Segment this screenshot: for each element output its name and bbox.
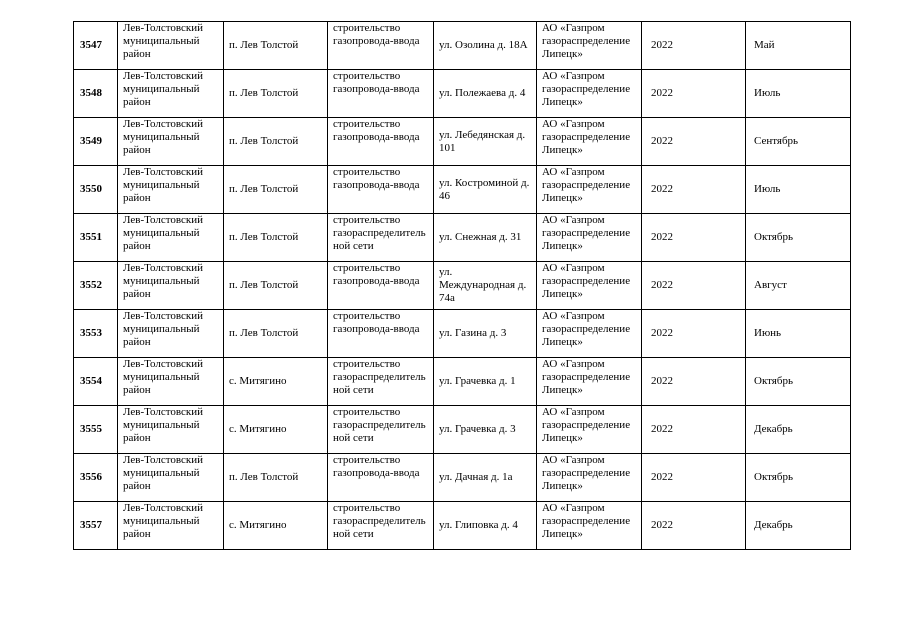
- month-cell: Октябрь: [746, 358, 851, 406]
- address-cell: ул. Глиповка д. 4: [434, 502, 537, 550]
- organization-cell: АО «Газпром газораспределение Липецк»: [537, 406, 642, 454]
- organization-cell: АО «Газпром газораспределение Липецк»: [537, 70, 642, 118]
- work-type-cell: строительство газопровода-ввода: [328, 454, 434, 502]
- organization-cell: АО «Газпром газораспределение Липецк»: [537, 166, 642, 214]
- district-cell: Лев-Толстовский муниципальный район: [118, 358, 224, 406]
- district-cell: Лев-Толстовский муниципальный район: [118, 166, 224, 214]
- table-row: [74, 214, 851, 262]
- settlement-cell: п. Лев Толстой: [224, 166, 328, 214]
- month-cell: Октябрь: [746, 454, 851, 502]
- settlement-cell: с. Митягино: [224, 358, 328, 406]
- year-cell: 2022: [642, 406, 746, 454]
- address-cell: ул. Озолина д. 18А: [434, 22, 537, 70]
- row-number: 3547: [74, 22, 118, 70]
- district-cell: Лев-Толстовский муниципальный район: [118, 22, 224, 70]
- address-cell: ул. Дачная д. 1а: [434, 454, 537, 502]
- work-type-cell: строительство газопровода-ввода: [328, 22, 434, 70]
- organization-cell: АО «Газпром газораспределение Липецк»: [537, 502, 642, 550]
- table-row: [74, 22, 851, 70]
- month-cell: Июль: [746, 166, 851, 214]
- month-cell: Июль: [746, 70, 851, 118]
- year-cell: 2022: [642, 502, 746, 550]
- address-cell: ул. Полежаева д. 4: [434, 70, 537, 118]
- table-row: [74, 358, 851, 406]
- year-cell: 2022: [642, 454, 746, 502]
- gasification-schedule-table: [73, 21, 851, 550]
- work-type-cell: строительство газораспределитель ной сети: [328, 406, 434, 454]
- table-row: [74, 310, 851, 358]
- table-row: [74, 262, 851, 310]
- row-number: 3550: [74, 166, 118, 214]
- address-cell: ул. Снежная д. 31: [434, 214, 537, 262]
- district-cell: Лев-Толстовский муниципальный район: [118, 406, 224, 454]
- year-cell: 2022: [642, 166, 746, 214]
- row-number: 3555: [74, 406, 118, 454]
- row-number: 3557: [74, 502, 118, 550]
- month-cell: Сентябрь: [746, 118, 851, 166]
- settlement-cell: п. Лев Толстой: [224, 22, 328, 70]
- row-number: 3549: [74, 118, 118, 166]
- row-number: 3553: [74, 310, 118, 358]
- district-cell: Лев-Толстовский муниципальный район: [118, 502, 224, 550]
- address-cell: ул. Лебедянская д. 101: [434, 118, 537, 166]
- work-type-cell: строительство газораспределитель ной сети: [328, 214, 434, 262]
- table-row: [74, 502, 851, 550]
- row-number: 3556: [74, 454, 118, 502]
- settlement-cell: п. Лев Толстой: [224, 454, 328, 502]
- year-cell: 2022: [642, 310, 746, 358]
- district-cell: Лев-Толстовский муниципальный район: [118, 214, 224, 262]
- year-cell: 2022: [642, 262, 746, 310]
- district-cell: Лев-Толстовский муниципальный район: [118, 454, 224, 502]
- work-type-cell: строительство газораспределитель ной сети: [328, 502, 434, 550]
- month-cell: Декабрь: [746, 406, 851, 454]
- district-cell: Лев-Толстовский муниципальный район: [118, 310, 224, 358]
- work-type-cell: строительство газопровода-ввода: [328, 262, 434, 310]
- district-cell: Лев-Толстовский муниципальный район: [118, 70, 224, 118]
- month-cell: Июнь: [746, 310, 851, 358]
- work-type-cell: строительство газопровода-ввода: [328, 118, 434, 166]
- address-cell: ул. Костроминой д. 46: [434, 166, 537, 214]
- address-cell: ул. Грачевка д. 1: [434, 358, 537, 406]
- settlement-cell: п. Лев Толстой: [224, 214, 328, 262]
- address-cell: ул. Газина д. 3: [434, 310, 537, 358]
- organization-cell: АО «Газпром газораспределение Липецк»: [537, 454, 642, 502]
- settlement-cell: с. Митягино: [224, 406, 328, 454]
- table-row: [74, 118, 851, 166]
- row-number: 3548: [74, 70, 118, 118]
- month-cell: Декабрь: [746, 502, 851, 550]
- month-cell: Май: [746, 22, 851, 70]
- organization-cell: АО «Газпром газораспределение Липецк»: [537, 214, 642, 262]
- year-cell: 2022: [642, 118, 746, 166]
- table-body: [74, 22, 851, 550]
- month-cell: Октябрь: [746, 214, 851, 262]
- settlement-cell: с. Митягино: [224, 502, 328, 550]
- work-type-cell: строительство газопровода-ввода: [328, 70, 434, 118]
- district-cell: Лев-Толстовский муниципальный район: [118, 118, 224, 166]
- year-cell: 2022: [642, 22, 746, 70]
- organization-cell: АО «Газпром газораспределение Липецк»: [537, 118, 642, 166]
- settlement-cell: п. Лев Толстой: [224, 262, 328, 310]
- year-cell: 2022: [642, 70, 746, 118]
- work-type-cell: строительство газораспределитель ной сети: [328, 358, 434, 406]
- address-cell: ул. Международная д. 74а: [434, 262, 537, 310]
- organization-cell: АО «Газпром газораспределение Липецк»: [537, 22, 642, 70]
- month-cell: Август: [746, 262, 851, 310]
- table-row: [74, 406, 851, 454]
- district-cell: Лев-Толстовский муниципальный район: [118, 262, 224, 310]
- row-number: 3554: [74, 358, 118, 406]
- row-number: 3551: [74, 214, 118, 262]
- table-row: [74, 166, 851, 214]
- settlement-cell: п. Лев Толстой: [224, 118, 328, 166]
- work-type-cell: строительство газопровода-ввода: [328, 166, 434, 214]
- settlement-cell: п. Лев Толстой: [224, 310, 328, 358]
- organization-cell: АО «Газпром газораспределение Липецк»: [537, 310, 642, 358]
- row-number: 3552: [74, 262, 118, 310]
- year-cell: 2022: [642, 358, 746, 406]
- table-row: [74, 70, 851, 118]
- table-row: [74, 454, 851, 502]
- address-cell: ул. Грачевка д. 3: [434, 406, 537, 454]
- year-cell: 2022: [642, 214, 746, 262]
- work-type-cell: строительство газопровода-ввода: [328, 310, 434, 358]
- settlement-cell: п. Лев Толстой: [224, 70, 328, 118]
- organization-cell: АО «Газпром газораспределение Липецк»: [537, 262, 642, 310]
- organization-cell: АО «Газпром газораспределение Липецк»: [537, 358, 642, 406]
